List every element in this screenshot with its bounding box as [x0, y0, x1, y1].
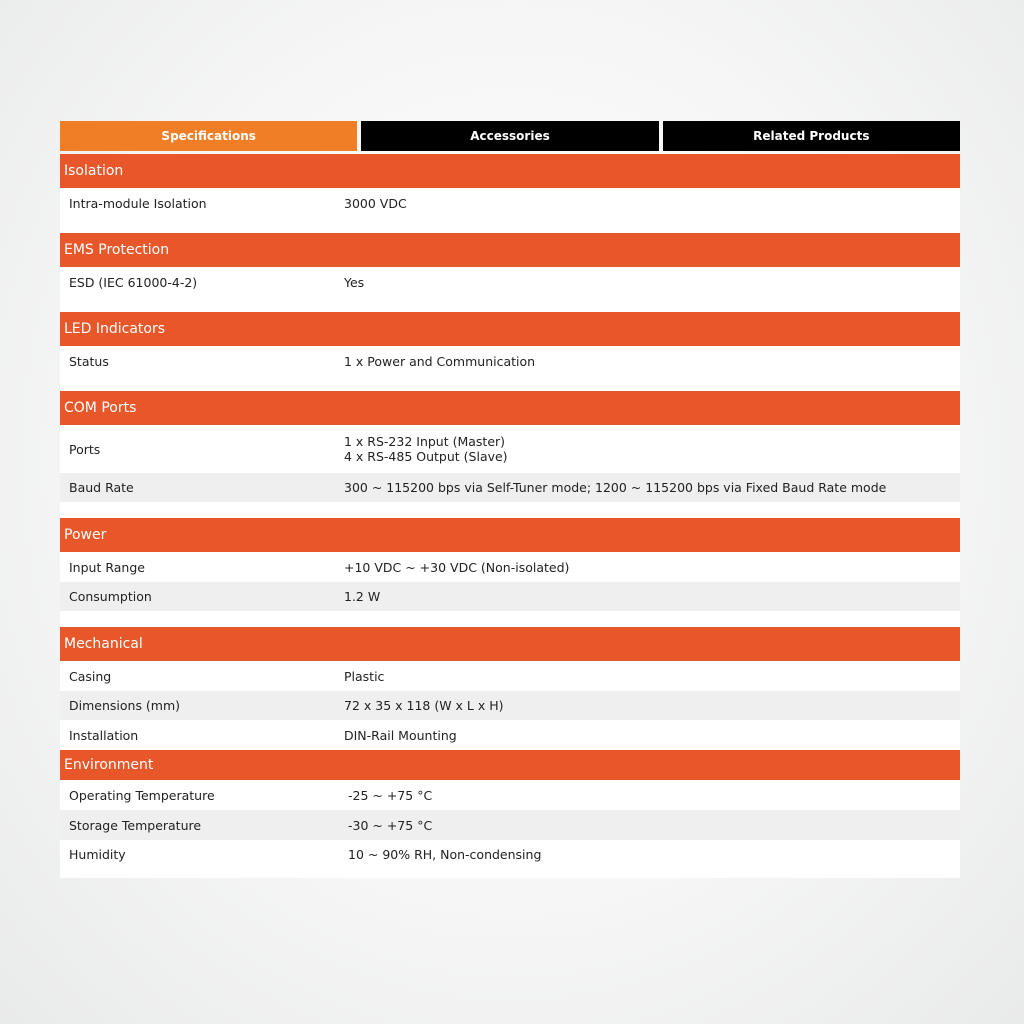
table-row — [60, 552, 960, 582]
spec-value: -30 ~ +75 °C — [348, 817, 433, 833]
section-spacer — [60, 611, 960, 627]
section-spacer — [60, 218, 960, 233]
tab-specifications[interactable]: Specifications — [60, 121, 357, 151]
table-row — [60, 661, 960, 691]
spec-label: Baud Rate — [69, 480, 134, 495]
section-environment-header: Environment — [60, 750, 960, 780]
spec-panel — [60, 121, 960, 878]
spec-value: 10 ~ 90% RH, Non-condensing — [348, 847, 542, 862]
table-row — [60, 267, 960, 297]
spec-label: Input Range — [69, 559, 145, 575]
spec-label: Casing — [69, 668, 112, 684]
spec-value: Yes — [344, 274, 365, 290]
spec-label: Dimensions (mm) — [69, 698, 181, 713]
table-row — [60, 425, 960, 473]
spec-label: Humidity — [69, 847, 126, 862]
section-com-ports-header: COM Ports — [60, 391, 960, 425]
spec-label: Installation — [69, 727, 139, 743]
tab-bar — [60, 121, 960, 151]
section-spacer — [60, 502, 960, 518]
section-mechanical-header: Mechanical — [60, 627, 960, 661]
table-row — [60, 473, 960, 502]
spec-label: Intra-module Isolation — [69, 195, 207, 211]
spec-value: 72 x 35 x 118 (W x L x H) — [344, 698, 504, 713]
spec-value: 3000 VDC — [344, 195, 407, 211]
spec-label: Operating Temperature — [69, 787, 215, 803]
spec-value — [335, 434, 960, 464]
spec-label: ESD (IEC 61000-4-2) — [69, 274, 198, 290]
table-row — [60, 691, 960, 720]
tab-related-products[interactable]: Related Products — [663, 121, 960, 151]
table-row — [60, 582, 960, 611]
spec-value: -25 ~ +75 °C — [348, 787, 433, 803]
table-row — [60, 188, 960, 218]
spec-value: +10 VDC ~ +30 VDC (Non-isolated) — [344, 559, 570, 575]
section-power-header: Power — [60, 518, 960, 552]
table-row — [60, 780, 960, 810]
table-row — [60, 720, 960, 750]
section-ems-protection-header: EMS Protection — [60, 233, 960, 267]
spec-value: DIN-Rail Mounting — [344, 727, 457, 743]
spec-label: Status — [69, 353, 109, 369]
table-row — [60, 810, 960, 840]
section-spacer — [60, 297, 960, 312]
spec-value-line: 4 x RS-485 Output (Slave) — [344, 449, 508, 464]
tab-accessories[interactable]: Accessories — [361, 121, 658, 151]
table-row — [60, 840, 960, 878]
spec-label: Storage Temperature — [69, 817, 202, 833]
spec-value: 1 x Power and Communication — [344, 353, 536, 369]
spec-label: Consumption — [69, 589, 152, 604]
spec-value: 300 ~ 115200 bps via Self-Tuner mode; 1200 ~ 115200 bps via Fixed Baud Rate mode — [344, 480, 887, 495]
spec-label: Ports — [69, 441, 101, 457]
table-row — [60, 346, 960, 376]
section-isolation-header: Isolation — [60, 154, 960, 188]
spec-value: Plastic — [344, 668, 385, 684]
spec-value-line: 1 x RS-232 Input (Master) — [344, 434, 506, 449]
section-led-indicators-header: LED Indicators — [60, 312, 960, 346]
spec-value: 1.2 W — [344, 589, 381, 604]
section-spacer — [60, 376, 960, 391]
